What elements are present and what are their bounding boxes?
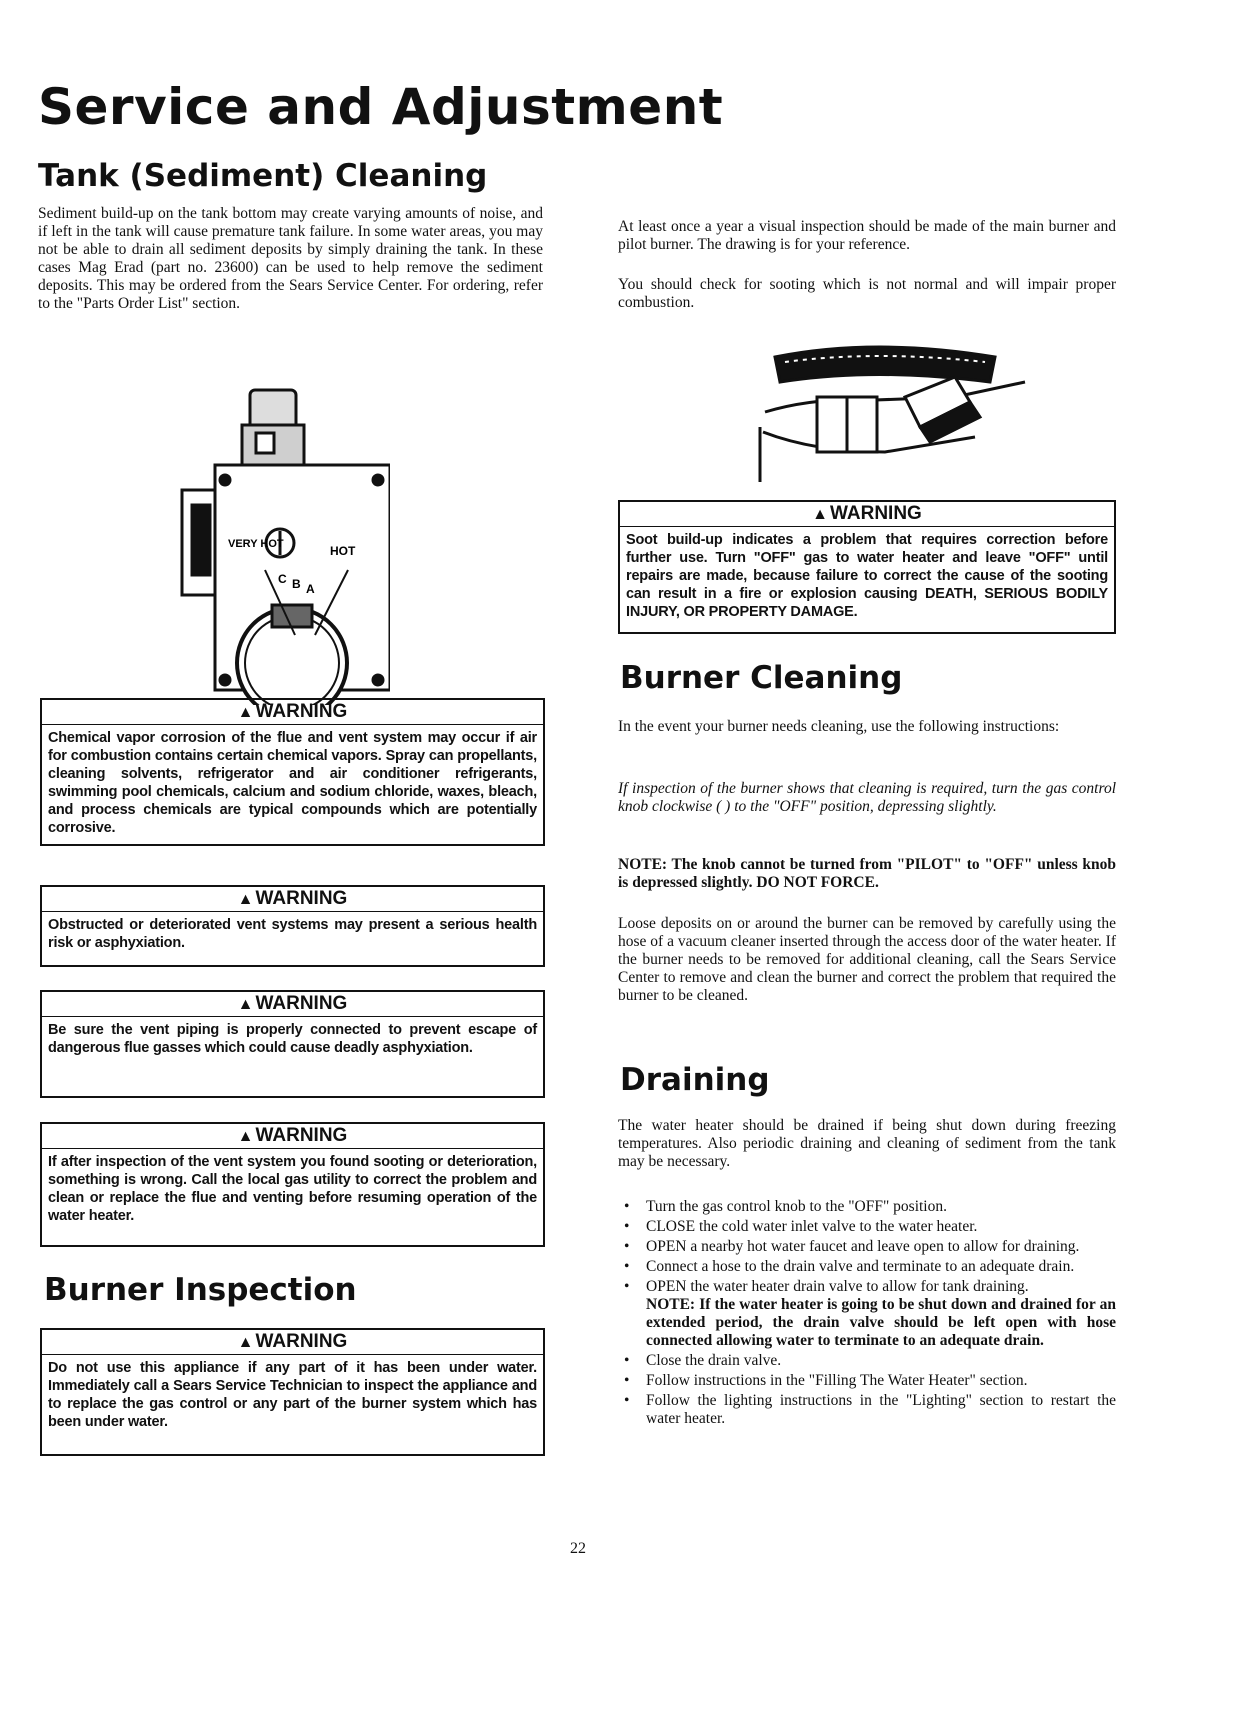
warning-header: ▲ WARNING [42,992,543,1017]
list-item: • CLOSE the cold water inlet valve to the water heater. [618,1218,1116,1236]
very-hot-label: VERY HOT [228,538,284,550]
warning-chemical-vapor [40,698,545,846]
warning-under-water [40,1328,545,1456]
inspection-text-1: At least once a year a visual inspection should be made of the main burner and pilot burner. The drawing is for your reference. [618,218,1116,253]
burner-illustration [755,342,1030,484]
warning-vent-piping [40,990,545,1098]
warning-triangle-icon: ▲ [237,996,254,1013]
warning-sooting-deterioration [40,1122,545,1247]
warning-text: Be sure the vent piping is properly connected to prevent escape of dangerous flue gasses which could cause deadly asphyxiation. [48,1022,537,1056]
cleaning-text-1: In the event your burner needs cleaning, use the following instructions: [618,718,1060,735]
warning-text: Chemical vapor corrosion of the flue and vent system may occur if air for combustion contains certain chemical vapors. Spray can propellants, cleaning solvents, refrigerator and air conditioner refrigerants, swimming pool chemicals, calcium and sodium chloride, waxes, bleach, and process chemicals are typical compounds which are potentially corrosive. [48,730,537,836]
draining-steps [618,1198,1116,1430]
warning-triangle-icon: ▲ [237,891,254,908]
inspection-text-2: You should check for sooting which is not normal and will impair proper combustion. [618,276,1116,311]
list-item: • Turn the gas control knob to the "OFF" position. [618,1198,1116,1216]
warning-text: If after inspection of the vent system you found sooting or deterioration, something is wrong. Call the local gas utility to correct the problem and clean or replace the flue and venting before resuming operation of the water heater. [48,1154,537,1224]
warning-triangle-icon: ▲ [237,704,254,721]
warning-header: ▲ WARNING [42,887,543,912]
list-item: • Follow the lighting instructions in the "Lighting" section to restart the water heater. [618,1392,1116,1428]
dial-c-label: C [278,572,287,586]
gas-control-illustration [180,385,390,705]
warning-triangle-icon: ▲ [812,506,828,523]
warning-triangle-icon: ▲ [237,1334,254,1351]
cleaning-text-2: If inspection of the burner shows that cleaning is required, turn the gas control knob clockwise ( ) to the "OFF" position, depressing slightly. [618,780,1116,815]
cleaning-text-3: Loose deposits on or around the burner can be removed by carefully using the hose of a vacuum cleaner inserted through the access door of the water heater. If the burner needs to be removed for additional cleaning, call the Sears Service Center to remove and clean the burner and correct the problem that required the burner to be cleaned. [618,915,1116,1004]
dial-a-label: A [306,582,315,596]
page-number: 22 [570,1540,586,1557]
warning-header: ▲ WARNING [42,1330,543,1355]
cleaning-note: NOTE: The knob cannot be turned from "PILOT" to "OFF" unless knob is depressed slightly. DO NOT FORCE. [618,856,1116,891]
tank-cleaning-text: Sediment build-up on the tank bottom may create varying amounts of noise, and if left in the tank will cause premature tank failure. In some water areas, you may not be able to drain all sediment deposits by simply draining the tank. In these cases Mag Erad (part no. 23600) can be used to help remove the sediment deposits. This may be ordered from the Sears Service Center. For ordering, refer to the "Parts Order List" section. [38,205,543,312]
warning-header: ▲ WARNING [620,502,1114,527]
draining-intro: The water heater should be drained if being shut down during freezing temperatures. Also periodic draining and cleaning of sediment from the tank may be necessary. [618,1117,1116,1170]
burner-cleaning-heading: Burner Cleaning [620,660,903,696]
hot-label: HOT [330,544,356,558]
list-item: • OPEN a nearby hot water faucet and leave open to allow for draining. [618,1238,1116,1256]
burner-inspection-heading: Burner Inspection [44,1272,357,1308]
warning-soot-buildup [618,500,1116,634]
draining-heading: Draining [620,1062,770,1098]
warning-text: Obstructed or deteriorated vent systems may present a serious health risk or asphyxiation. [48,917,537,951]
page-title: Service and Adjustment [38,78,724,136]
list-item: • Close the drain valve. [618,1352,1116,1370]
warning-text: Soot build-up indicates a problem that requires correction before further use. Turn "OFF" gas to water heater and leave "OFF" until repairs are made, because failure to correct the cause of the sooting can result in a fire or explosion causing DEATH, SERIOUS BODILY INJURY, OR PROPERTY DAMAGE. [626,532,1108,620]
warning-text: Do not use this appliance if any part of it has been under water. Immediately call a Sears Service Technician to inspect the appliance and to replace the gas control or any part of the burner system which has been under water. [48,1360,537,1430]
draining-note: NOTE: If the water heater is going to be shut down and drained for an extended period, the drain valve should be left open with hose connected allowing water to terminate to an adequate drain. [646,1296,1116,1349]
tank-cleaning-heading: Tank (Sediment) Cleaning [38,158,488,194]
warning-obstructed-vent [40,885,545,967]
warning-triangle-icon: ▲ [237,1128,254,1145]
warning-header: ▲ WARNING [42,1124,543,1149]
list-item: • Connect a hose to the drain valve and terminate to an adequate drain. [618,1258,1116,1276]
dial-b-label: B [292,577,301,591]
list-item: • Follow instructions in the "Filling The Water Heater" section. [618,1372,1116,1390]
warning-header: ▲ WARNING [42,700,543,725]
list-item: • OPEN the water heater drain valve to allow for tank draining. NOTE: If the water heater is going to be shut down and drained for an extended period, the drain valve should be left open with hose connected allowing water to terminate to an adequate drain. [618,1278,1116,1350]
